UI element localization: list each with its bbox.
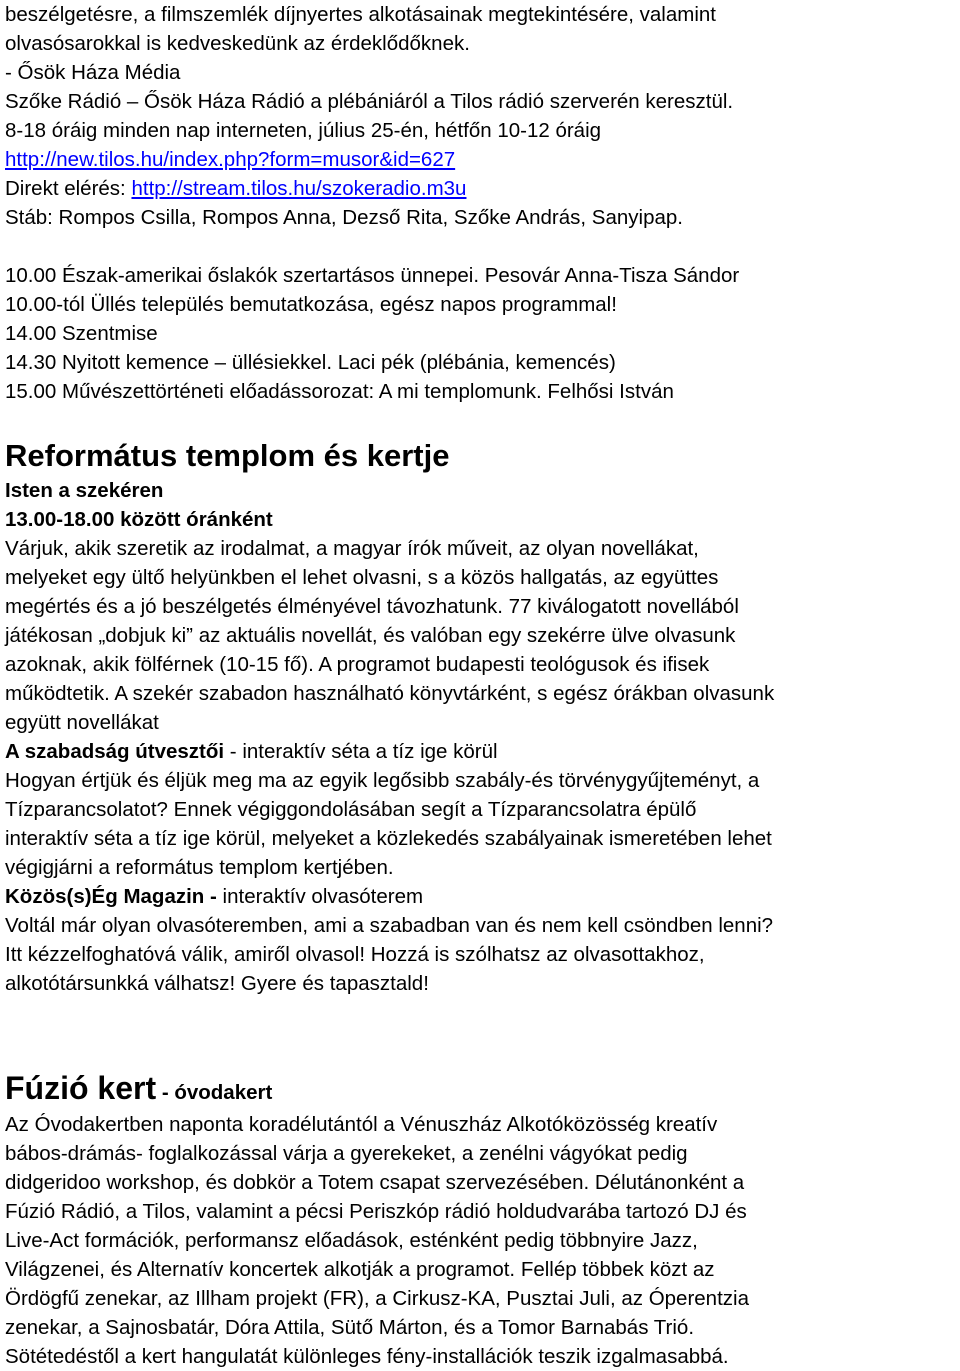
reformed-section — [5, 436, 960, 998]
stream-link[interactable]: http://stream.tilos.hu/szokeradio.m3u — [131, 177, 467, 200]
intro-line: olvasósarokkal is kedveskedünk az érdeklődőknek. — [5, 32, 470, 55]
fusion-paragraph-line: Ördögfű zenekar, az Illham projekt (FR), a Cirkusz-KA, Pusztai Juli, az Óperentzia — [5, 1287, 749, 1310]
freedom-paragraph-line: végigjárni a református templom kertjében. — [5, 856, 394, 879]
fusion-section — [5, 1066, 960, 1371]
fusion-paragraph-line: Fúzió Rádió, a Tilos, valamint a pécsi Periszkóp rádió holdudvarába tartozó DJ és — [5, 1200, 747, 1223]
reformed-paragraph-line: játékosan „dobjuk ki” az aktuális novellát, és valóban egy szekérre ülve olvasunk — [5, 624, 736, 647]
spacer — [5, 232, 960, 261]
fusion-heading — [5, 1066, 960, 1110]
intro-line: Szőke Rádió – Ősök Háza Rádió a plébániáról a Tilos rádió szerverén keresztül. — [5, 90, 734, 113]
intro-line: beszélgetésre, a filmszemlék díjnyertes alkotásainak megtekintésére, valamint — [5, 3, 716, 26]
fusion-paragraph-line: bábos-drámás- foglalkozással várja a gyerekeket, a zenélni vágyókat pedig — [5, 1142, 688, 1165]
freedom-subtitle: - interaktív séta a tíz ige körül — [224, 740, 498, 763]
reformed-paragraph-line: megértés és a jó beszélgetés élményével távozhatunk. 77 kiválogatott novellából — [5, 595, 739, 618]
reformed-paragraph-line: azoknak, akik fölférnek (10-15 fő). A programot budapesti teológusok és ifisek — [5, 653, 710, 676]
reformed-paragraph-line: együtt novellákat — [5, 711, 159, 734]
schedule-item: 10.00-tól Üllés település bemutatkozása, egész napos programmal! — [5, 293, 617, 316]
intro-line: 8-18 óráig minden nap interneten, július 25-én, hétfőn 10-12 óráig — [5, 119, 602, 142]
spacer — [5, 998, 960, 1066]
fusion-paragraph-line: Világzenei, és Alternatív koncertek alkotják a programot. Fellép többek közt az — [5, 1258, 715, 1281]
fusion-title: Fúzió kert — [5, 1070, 157, 1106]
fusion-paragraph-line: didgeridoo workshop, és dobkör a Totem csapat szervezésében. Délutánonként a — [5, 1171, 745, 1194]
program-link[interactable]: http://new.tilos.hu/index.php?form=musor&id=627 — [5, 148, 456, 171]
schedule-item: 14.00 Szentmise — [5, 322, 158, 345]
magazine-paragraph-line: Voltál már olyan olvasóteremben, ami a szabadban van és nem kell csöndben lenni? — [5, 914, 774, 937]
program-link-line — [5, 145, 960, 174]
fusion-paragraph-line: Sötétedéstől a kert hangulatát különleges fény-installációk teszik izgalmasabbá. — [5, 1345, 729, 1368]
magazine-title: Közös(s)Ég Magazin - — [5, 885, 223, 908]
fusion-paragraph-line: zenekar, a Sajnosbatár, Dóra Attila, Sütő Márton, és a Tomor Barnabás Trió. — [5, 1316, 695, 1339]
freedom-paragraph-line: Tízparancsolatot? Ennek végiggondolásában segít a Tízparancsolatra épülő — [5, 798, 697, 821]
fusion-subtitle: - óvodakert — [156, 1081, 273, 1104]
spacer — [5, 406, 960, 436]
intro-section — [5, 0, 960, 232]
magazine-paragraph-line: Itt kézzelfoghatóvá válik, amiről olvasol! Hozzá is szólhatsz az olvasottakhoz, — [5, 943, 705, 966]
fusion-paragraph-line: Az Óvodakertben naponta koradélutántól a Vénuszház Alkotóközösség kreatív — [5, 1113, 718, 1136]
fusion-paragraph-line: Live-Act formációk, performansz előadások, esténként pedig többnyire Jazz, — [5, 1229, 698, 1252]
freedom-title: A szabadság útvesztői — [5, 740, 225, 763]
reformed-paragraph-line: melyeket egy ültő helyünkben el lehet olvasni, s a közös hallgatás, az együttes — [5, 566, 719, 589]
schedule-section — [5, 261, 960, 406]
schedule-item: 10.00 Észak-amerikai őslakók szertartásos ünnepei. Pesovár Anna-Tisza Sándor — [5, 264, 740, 287]
staff-line: Stáb: Rompos Csilla, Rompos Anna, Dezső Rita, Szőke András, Sanyipap. — [5, 206, 683, 229]
magazine-subtitle: interaktív olvasóterem — [222, 885, 424, 908]
freedom-paragraph-line: interaktív séta a tíz ige körül, melyeket a közlekedés szabályainak ismeretében lehet — [5, 827, 772, 850]
direct-access-line — [5, 174, 960, 203]
reformed-time: 13.00-18.00 között óránként — [5, 508, 273, 531]
magazine-paragraph-line: alkotótársunkká válhatsz! Gyere és tapasztald! — [5, 972, 429, 995]
direct-access-label: Direkt elérés: — [5, 177, 132, 200]
reformed-paragraph-line: Várjuk, akik szeretik az irodalmat, a magyar írók műveit, az olyan novellákat, — [5, 537, 699, 560]
magazine-heading — [5, 882, 960, 911]
freedom-heading — [5, 737, 960, 766]
reformed-subtitle: Isten a szekéren — [5, 479, 164, 502]
intro-line: - Ősök Háza Média — [5, 61, 181, 84]
schedule-item: 14.30 Nyitott kemence – üllésiekkel. Laci pék (plébánia, kemencés) — [5, 351, 616, 374]
freedom-paragraph-line: Hogyan értjük és éljük meg ma az egyik legősibb szabály-és törvénygyűjteményt, a — [5, 769, 760, 792]
document-page — [5, 0, 960, 1371]
reformed-paragraph-line: működtetik. A szekér szabadon használható könyvtárként, s egész órákban olvasunk — [5, 682, 775, 705]
schedule-item: 15.00 Művészettörténeti előadássorozat: A mi templomunk. Felhősi István — [5, 380, 674, 403]
reformed-title: Református templom és kertje — [5, 438, 450, 473]
